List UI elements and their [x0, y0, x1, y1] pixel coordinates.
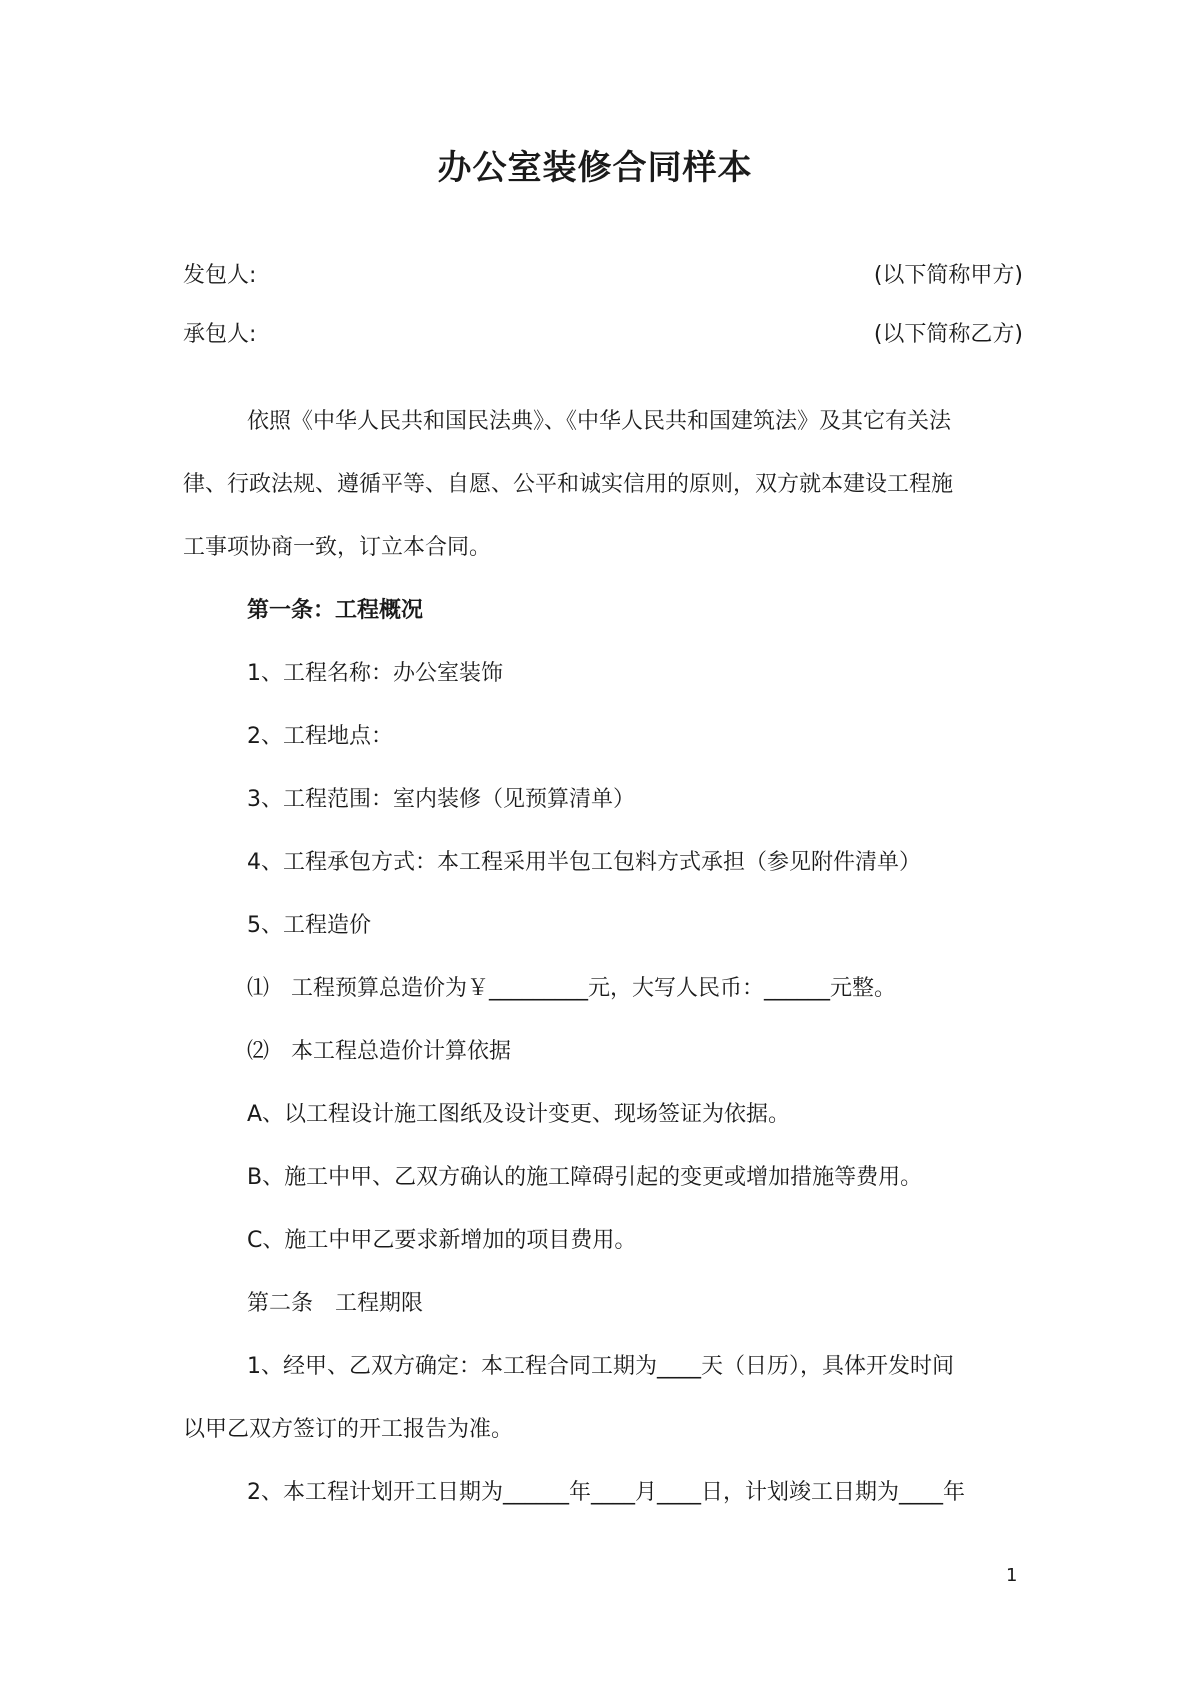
page-number: 1: [1006, 1565, 1018, 1586]
article1-item: ⑵ 本工程总造价计算依据: [247, 1039, 512, 1064]
article1-item: C、施工中甲乙要求新增加的项目费用。: [247, 1228, 637, 1253]
article1-item: A、以工程设计施工图纸及设计变更、现场签证为依据。: [247, 1102, 791, 1127]
article1-heading: 第一条：工程概况: [247, 598, 424, 623]
party-a-label: 发包人:: [183, 263, 257, 288]
preamble-line-2: 律、行政法规、遵循平等、自愿、公平和诚实信用的原则，双方就本建设工程施: [183, 472, 954, 497]
article1-item: 2、工程地点：: [247, 724, 393, 749]
preamble-line-1: 依照《中华人民共和国民法典》、《中华人民共和国建筑法》及其它有关法: [247, 409, 952, 434]
article1-item: 5、工程造价: [247, 913, 371, 938]
party-a-note: (以下简称甲方): [873, 263, 1023, 288]
article1-item: 4、工程承包方式：本工程采用半包工包料方式承担（参见附件清单）: [247, 850, 921, 875]
article2-item: 以甲乙双方签订的开工报告为准。: [183, 1417, 514, 1442]
article2-item: 2、本工程计划开工日期为______年____月____日，计划竣工日期为____年: [247, 1480, 965, 1505]
party-b-line: [183, 318, 1023, 352]
party-a-line: [183, 259, 1023, 293]
article1-item: 1、工程名称：办公室装饰: [247, 661, 503, 686]
article1-item: 3、工程范围：室内装修（见预算清单）: [247, 787, 635, 812]
preamble-line-3: 工事项协商一致，订立本合同。: [183, 535, 492, 560]
article2-heading: 第二条 工程期限: [247, 1291, 424, 1316]
article1-item: ⑴ 工程预算总造价为￥_________元，大写人民币：______元整。: [247, 976, 897, 1001]
party-b-note: (以下简称乙方): [873, 322, 1023, 347]
article1-item: B、施工中甲、乙双方确认的施工障碍引起的变更或增加措施等费用。: [247, 1165, 923, 1190]
document-title: 办公室装修合同样本: [437, 148, 753, 188]
party-b-label: 承包人:: [183, 322, 257, 347]
article2-item: 1、经甲、乙双方确定：本工程合同工期为____天（日历），具体开发时间: [247, 1354, 954, 1379]
